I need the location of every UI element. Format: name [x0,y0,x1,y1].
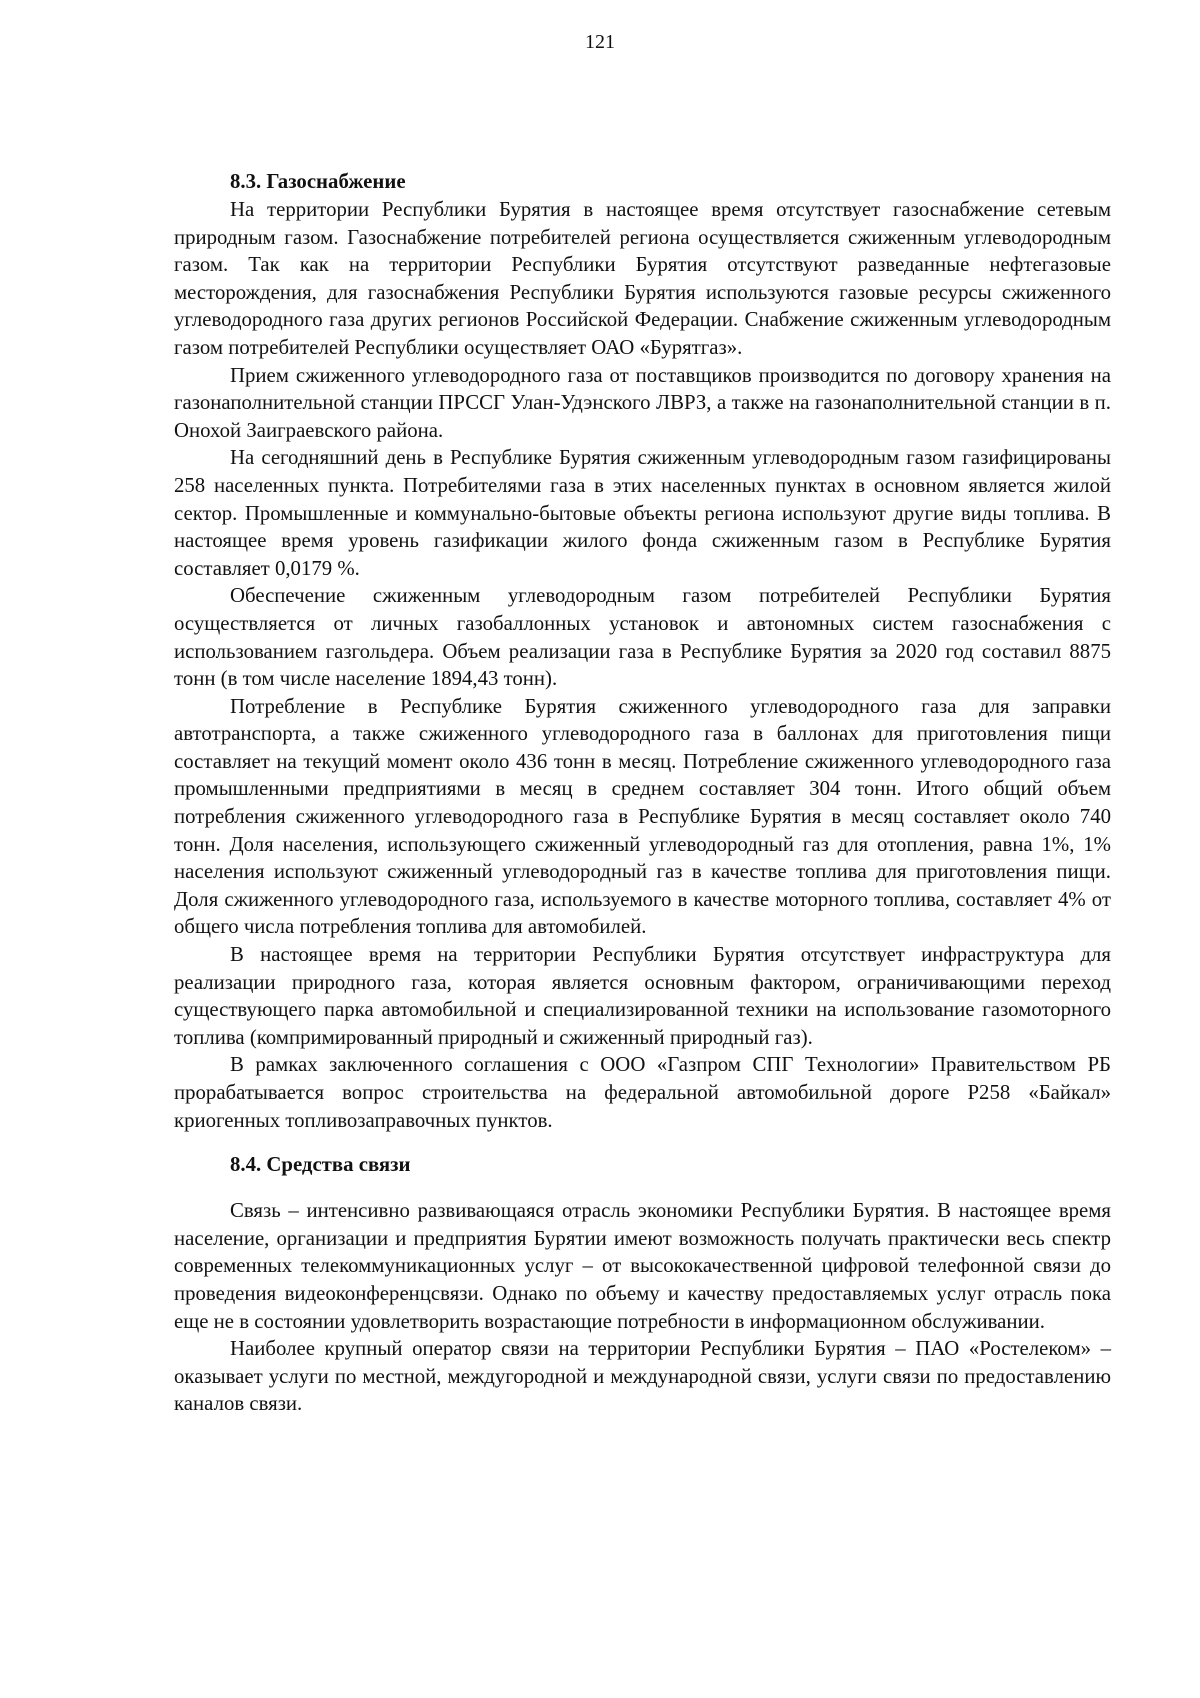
paragraph: В рамках заключенного соглашения с ООО «Газпром СПГ Технологии» Правительством РБ прорабатывается вопрос строительства на федеральной автомобильной дороге Р258 «Байкал» криогенных топливозаправочных пунктов. [174,1053,1111,1132]
paragraph: Прием сжиженного углеводородного газа от поставщиков производится по договору хранения на газонаполнительной станции ПРССГ Улан-Удэнского ЛВРЗ, а также на газонаполнительной станции в п. Онохой Заиграевского района. [174,363,1111,442]
page-number: 121 [585,31,615,53]
section-communications [174,1151,1111,1418]
paragraph: Потребление в Республике Бурятия сжиженного углеводородного газа для заправки автотранспорта, а также сжиженного углеводородного газа в баллонах для приготовления пищи составляет на текущий момент около 436 тонн в месяц. Потребление сжиженного углеводородного газа промышленными предприятиями в месяц в среднем составляет 304 тонн. Итого общий объем потребления сжиженного углеводородного газа в Республике Бурятия в месяц составляет около 740 тонн. Доля населения, использующего сжиженный углеводородный газ для отопления, равна 1%, 1% населения используют сжиженный углеводородный газ в качестве топлива для приготовления пищи. Доля сжиженного углеводородного газа, используемого в качестве моторного топлива, составляет 4% от общего числа потребления топлива для автомобилей. [174,694,1111,939]
paragraph: Наиболее крупный оператор связи на территории Республики Бурятия – ПАО «Ростелеком» – оказывает услуги по местной, междугородной и международной связи, услуги связи по предоставлению каналов связи. [174,1337,1111,1416]
page-content [174,168,1111,1418]
paragraph: На сегодняшний день в Республике Бурятия сжиженным углеводородным газом газифицированы 258 населенных пункта. Потребителями газа в этих населенных пунктах в основном является жилой сектор. Промышленные и коммунально-бытовые объекты региона используют другие виды топлива. В настоящее время уровень газификации жилого фонда сжиженным газом в Республике Бурятия составляет 0,0179 %. [174,446,1111,580]
section-heading: 8.4. Средства связи [230,1153,411,1177]
section-heading: 8.3. Газоснабжение [230,170,406,193]
paragraph: Обеспечение сжиженным углеводородным газом потребителей Республики Бурятия осуществляется от личных газобаллонных установок и автономных систем газоснабжения с использованием газгольдера. Объем реализации газа в Республике Бурятия за 2020 год составил 8875 тонн (в том числе население 1894,43 тонн). [174,584,1111,691]
paragraph: В настоящее время на территории Республики Бурятия отсутствует инфраструктура для реализации природного газа, которая является основным фактором, ограничивающими переход существующего парка автомобильной и специализированной техники на использование газомоторного топлива (компримированный природный и сжиженный природный газ). [174,943,1111,1049]
paragraph: На территории Республики Бурятия в настоящее время отсутствует газоснабжение сетевым природным газом. Газоснабжение потребителей региона осуществляется сжиженным углеводородным газом. Так как на территории Республики Бурятия отсутствуют разведанные нефтегазовые месторождения, для газоснабжения Республики Бурятия используются газовые ресурсы сжиженного углеводородного газа других регионов Российской Федерации. Снабжение сжиженным углеводородным газом потребителей Республики осуществляет ОАО «Бурятгаз». [174,198,1111,359]
section-gas-supply [174,168,1111,1134]
paragraph: Связь – интенсивно развивающаяся отрасль экономики Республики Бурятия. В настоящее время население, организации и предприятия Бурятии имеют возможность получать практически весь спектр современных телекоммуникационных услуг – от высококачественной цифровой телефонной связи до проведения видеоконференцсвязи. Однако по объему и качеству предоставляемых услуг отрасль пока еще не в состоянии удовлетворить возрастающие потребности в информационном обслуживании. [174,1199,1111,1333]
